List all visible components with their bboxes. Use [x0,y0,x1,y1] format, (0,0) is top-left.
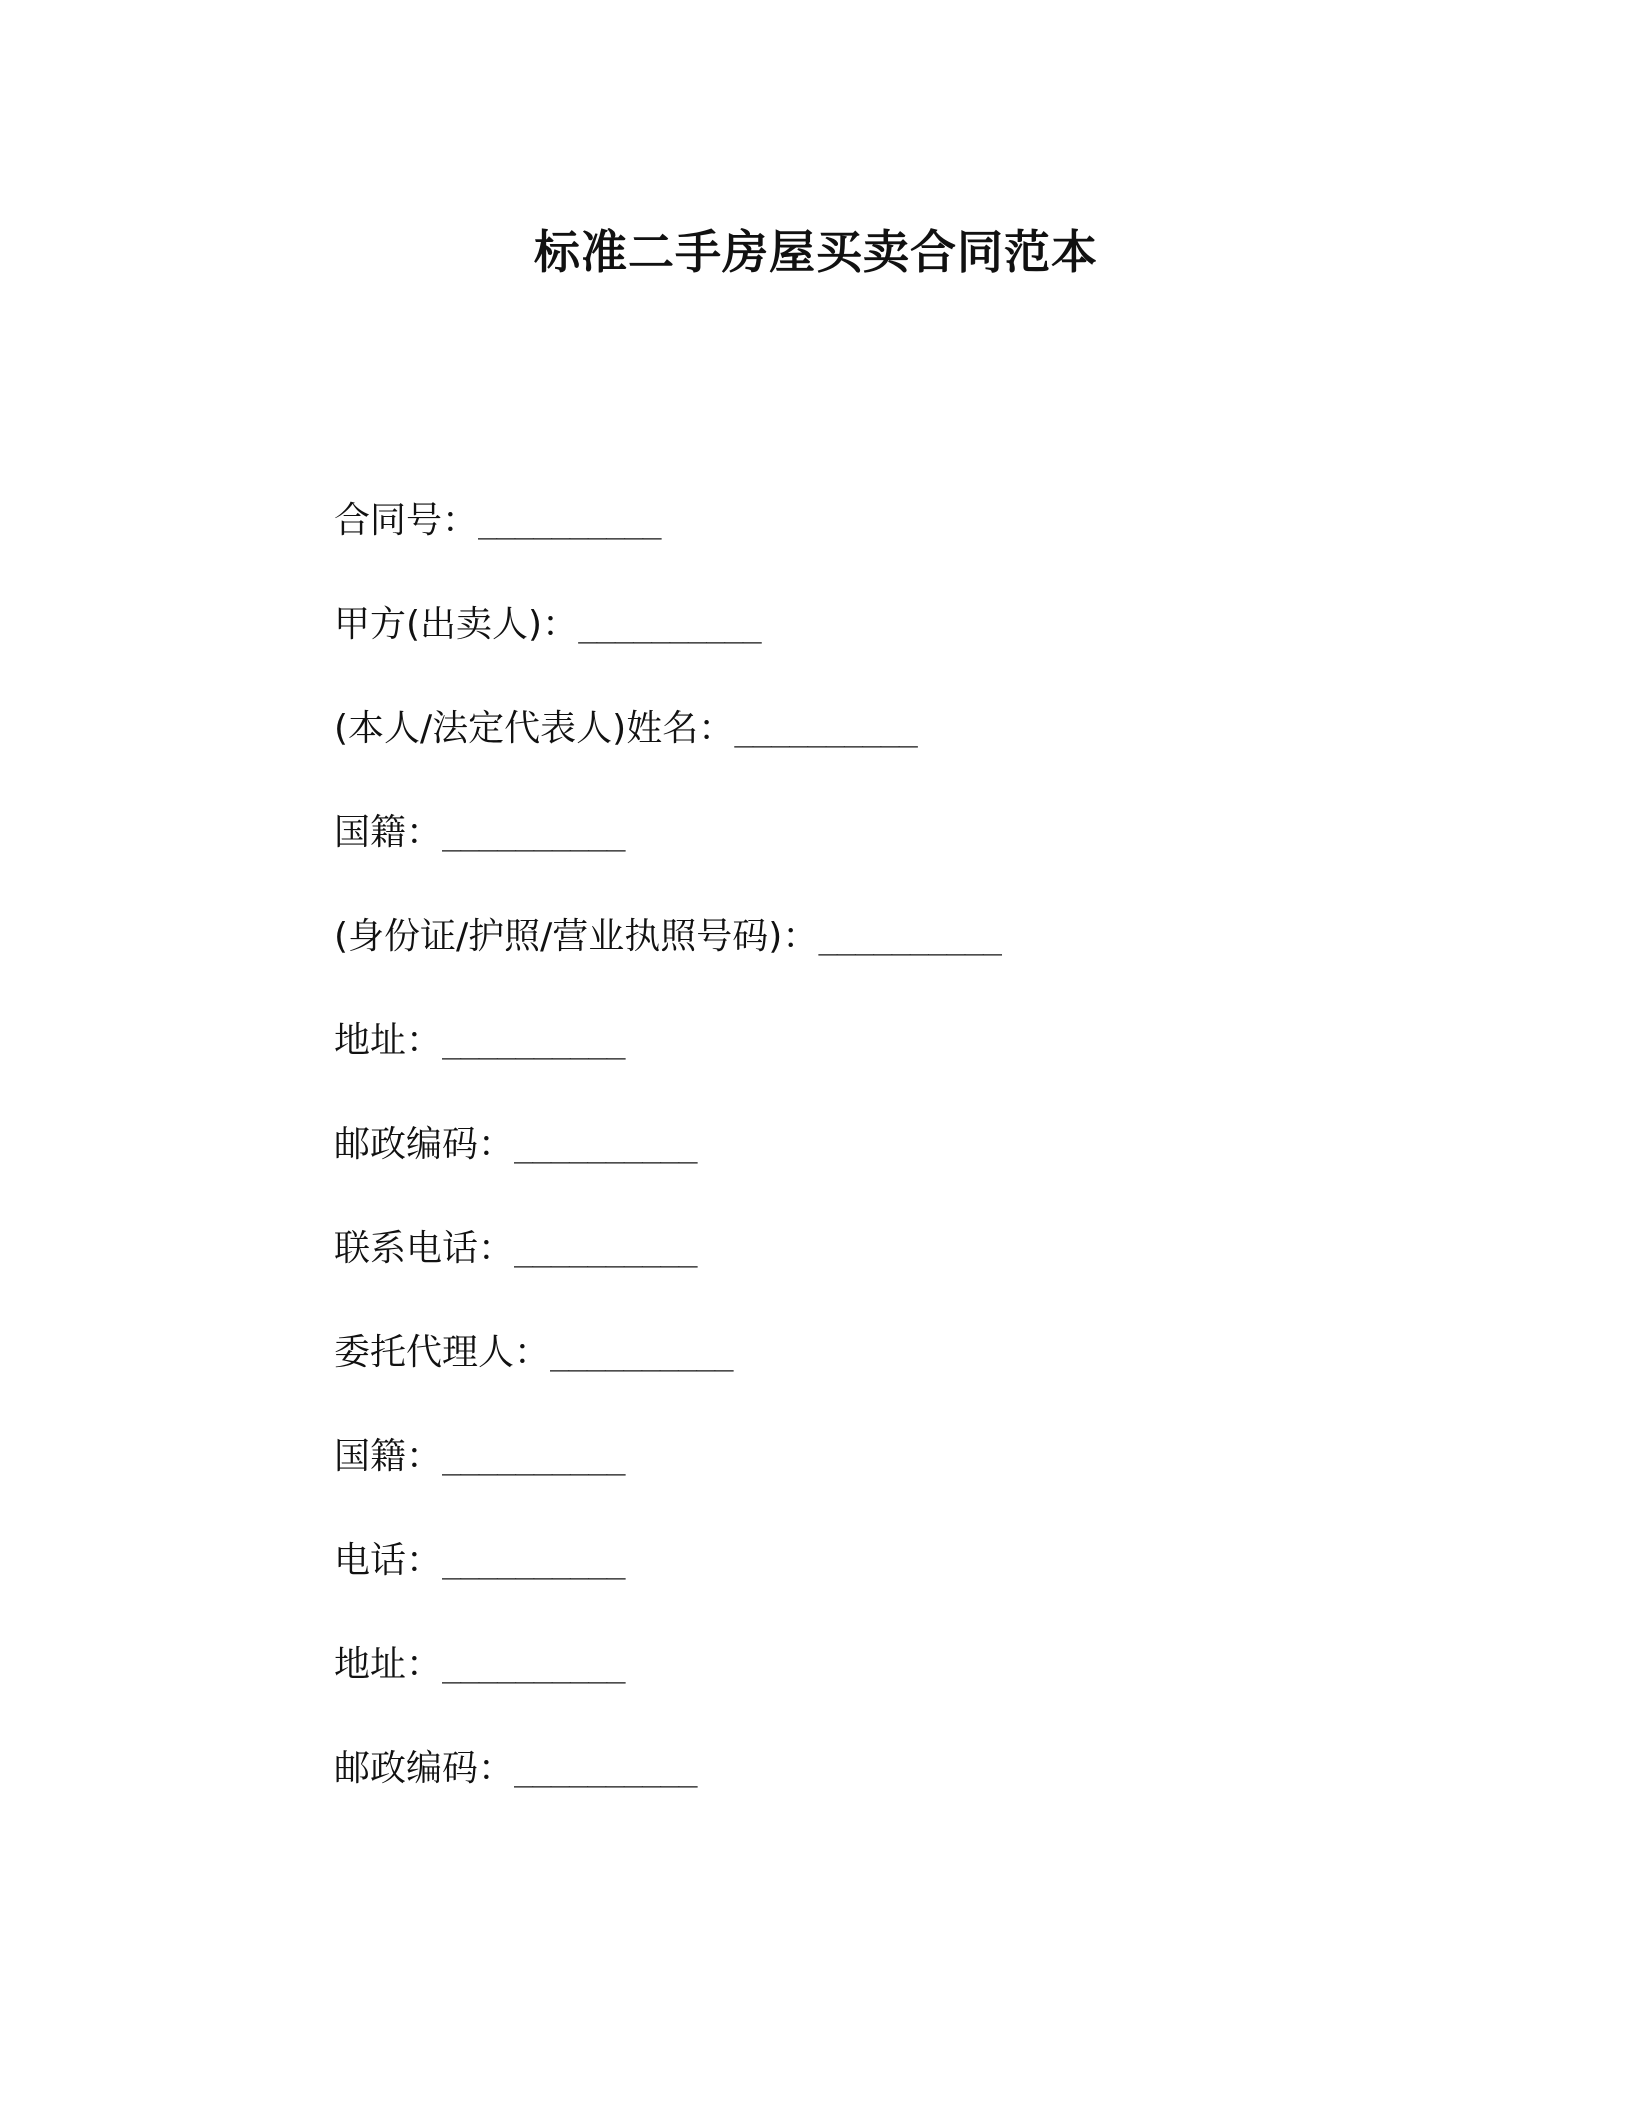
field-postal-code [334,1117,1001,1221]
field-representative-name [334,701,1001,805]
field-label: 国籍： [334,812,443,853]
field-blank: __________ [442,814,625,852]
field-party-a-seller [334,597,1001,701]
field-label: 合同号： [334,500,479,541]
field-address [334,1013,1001,1117]
field-blank: __________ [514,1126,697,1164]
field-agent [334,1325,1001,1429]
field-label: 地址： [334,1644,443,1685]
field-label: 地址： [334,1020,443,1061]
field-blank: __________ [442,1646,625,1684]
field-label: 委托代理人： [334,1332,551,1373]
document-title: 标准二手房屋买卖合同范本 [534,225,1098,279]
field-label: (身份证/护照/营业执照号码)： [334,916,819,957]
field-label: (本人/法定代表人)姓名： [334,708,735,749]
field-blank: __________ [442,1438,625,1476]
field-blank: __________ [514,1230,697,1268]
field-agent-address [334,1637,1001,1741]
field-label: 联系电话： [334,1228,515,1269]
field-blank: __________ [478,502,661,540]
field-blank: __________ [514,1750,697,1788]
field-agent-phone [334,1533,1001,1637]
field-contract-number [334,493,1001,597]
field-label: 电话： [334,1540,443,1581]
field-agent-postal-code [334,1741,1001,1845]
field-blank: __________ [734,710,917,748]
field-blank: __________ [550,1334,733,1372]
contract-field-list [334,493,1001,1845]
field-label: 邮政编码： [334,1748,515,1789]
field-label: 甲方(出卖人)： [334,604,579,645]
field-label: 邮政编码： [334,1124,515,1165]
field-blank: __________ [818,918,1002,956]
field-label: 国籍： [334,1436,443,1477]
field-contact-phone [334,1221,1001,1325]
field-id-number [334,909,1001,1013]
field-blank: __________ [578,606,761,644]
field-nationality [334,805,1001,909]
field-blank: __________ [442,1542,625,1580]
field-blank: __________ [442,1022,625,1060]
field-agent-nationality [334,1429,1001,1533]
